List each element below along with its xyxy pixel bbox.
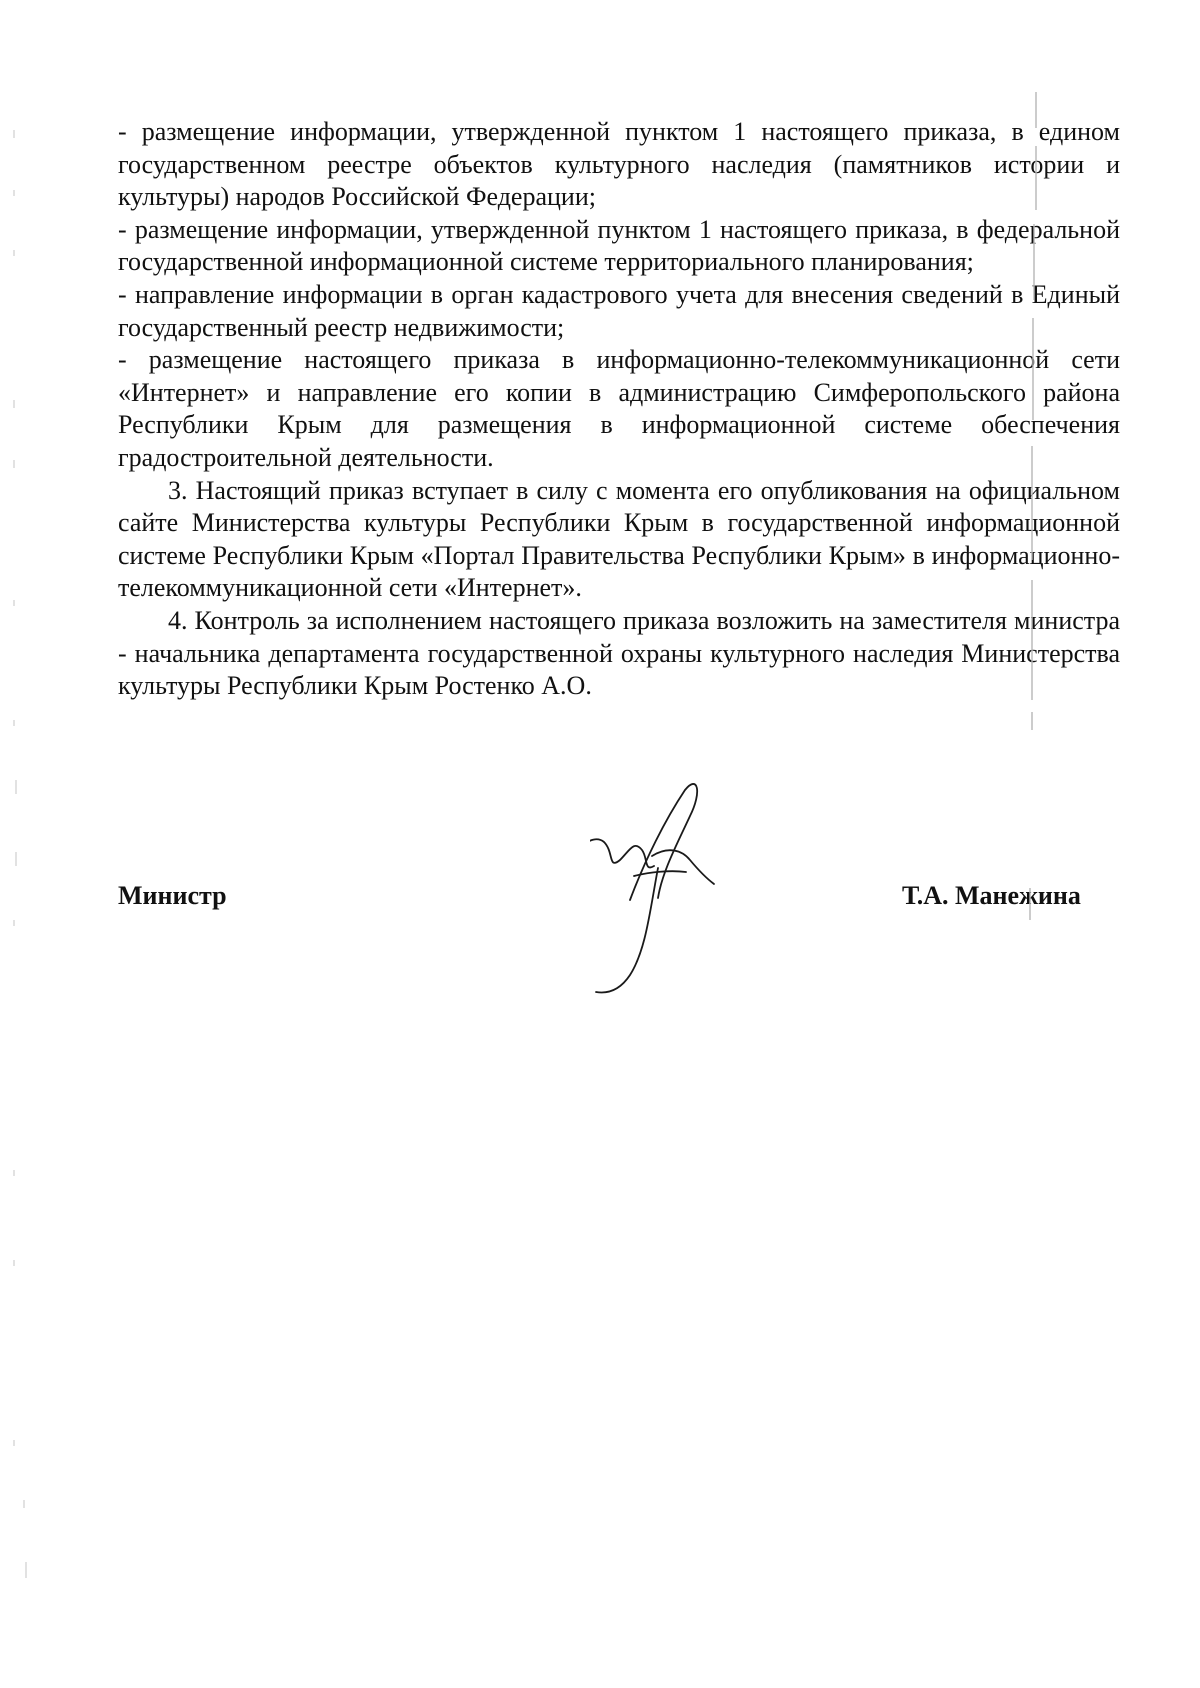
list-item-fgis-placement: - размещение информации, утвержденной пунктом 1 настоящего приказа, в федеральной государственной информационной системе территориального планирования; — [118, 214, 1120, 277]
signer-position: Министр — [118, 881, 227, 910]
handwritten-signature — [590, 780, 790, 1040]
list-item-internet-publication: - размещение настоящего приказа в информационно-телекоммуникационной сети «Интернет» и направление его копии в администрацию Симферопольского района Республики Крым для размещения в информационной системе обеспечения градостроительной деятельности. — [118, 345, 1120, 472]
clause-4-control: 4. Контроль за исполнением настоящего приказа возложить на заместителя министра - начальника департамента государственной охраны культурного наследия Министерства культуры Республики Крым Ростенко А.О. — [118, 605, 1120, 701]
signer-name: Т.А. Манежина — [902, 881, 1081, 910]
document-body — [118, 116, 1120, 703]
clause-3-effective-date: 3. Настоящий приказ вступает в силу с момента его опубликования на официальном сайте Министерства культуры Республики Крым в государственной информационной системе Республики Крым «Портал Правительства Республики Крым» в информационно-телекоммуникационной сети «Интернет». — [118, 475, 1120, 603]
list-item-cadastre-submission: - направление информации в орган кадастрового учета для внесения сведений в Единый государственный реестр недвижимости; — [118, 279, 1120, 342]
list-item-egr-placement: - размещение информации, утвержденной пунктом 1 настоящего приказа, в едином государственном реестре объектов культурного наследия (памятников истории и культуры) народов Российской Федерации; — [118, 117, 1120, 212]
